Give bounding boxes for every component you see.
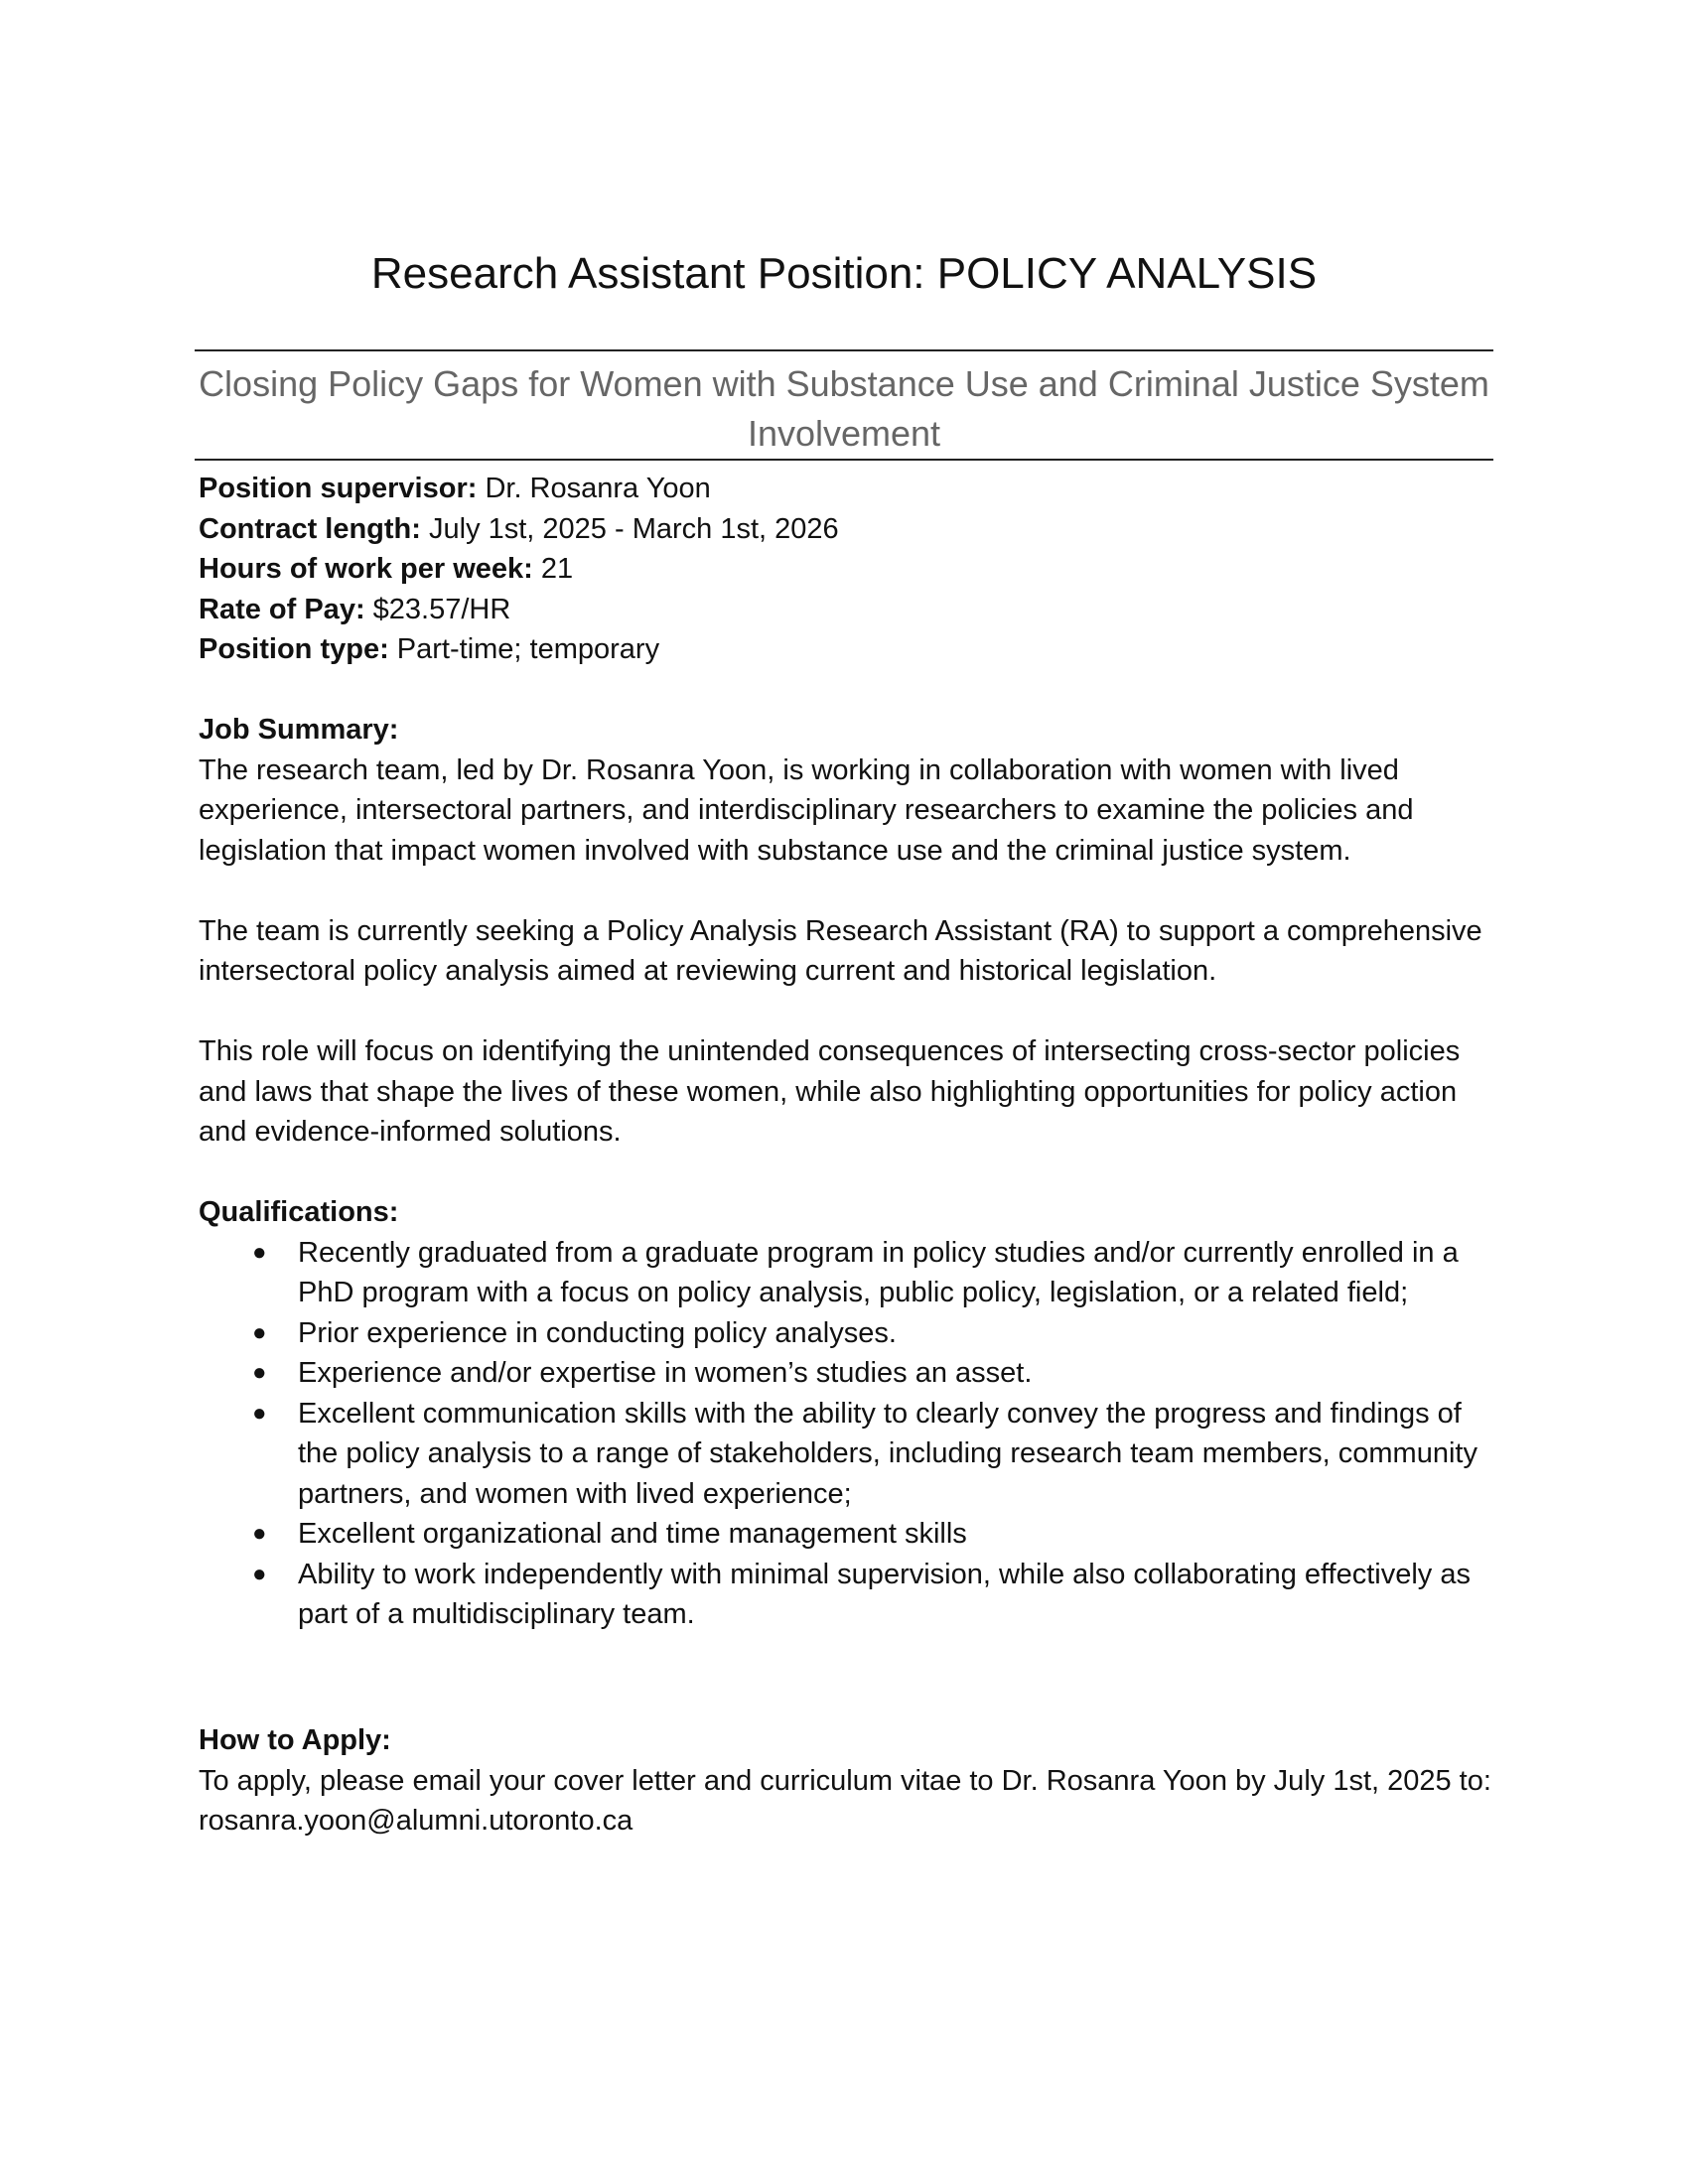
list-item bbox=[199, 1233, 1509, 1313]
detail-value: Part-time; temporary bbox=[388, 633, 660, 665]
detail-value: $23.57/HR bbox=[364, 593, 511, 625]
detail-label: Rate of Pay: bbox=[199, 593, 365, 625]
detail-label: Position type: bbox=[199, 633, 389, 665]
qualification-text: Experience and/or expertise in women’s studies an asset. bbox=[298, 1357, 1033, 1389]
qualification-text: Ability to work independently with minimal supervision, while also collaborating effectively as part of a multidisciplinary team. bbox=[298, 1558, 1471, 1630]
bullet-icon: ● bbox=[252, 1560, 267, 1587]
qualification-text: Prior experience in conducting policy analyses. bbox=[298, 1316, 897, 1349]
qualification-text: Excellent organizational and time management skills bbox=[298, 1518, 967, 1550]
qualification-text: Excellent communication skills with the ability to clearly convey the progress and findings of the policy analysis to a range of stakeholders, including research team members, community partners, and women with lived experience; bbox=[298, 1397, 1477, 1510]
bullet-icon: ● bbox=[252, 1520, 267, 1547]
how-to-apply-section bbox=[199, 1720, 1509, 1842]
subtitle-banner bbox=[195, 349, 1493, 461]
how-to-apply-heading: How to Apply: bbox=[199, 1724, 391, 1756]
detail-value: 21 bbox=[532, 553, 574, 585]
detail-hours bbox=[199, 549, 1509, 590]
qualifications-section bbox=[199, 1192, 1509, 1635]
bullet-icon: ● bbox=[252, 1238, 267, 1266]
job-summary-heading: Job Summary: bbox=[199, 714, 399, 746]
list-item bbox=[199, 1394, 1509, 1515]
list-item bbox=[199, 1313, 1509, 1354]
detail-label: Contract length: bbox=[199, 512, 421, 545]
qualifications-list bbox=[199, 1233, 1509, 1635]
detail-supervisor bbox=[199, 469, 1509, 509]
detail-value: Dr. Rosanra Yoon bbox=[477, 473, 711, 504]
detail-position-type bbox=[199, 629, 1509, 670]
detail-value: July 1st, 2025 - March 1st, 2026 bbox=[420, 512, 839, 545]
qualification-text: Recently graduated from a graduate program in policy studies and/or currently enrolled in a PhD program with a focus on policy analysis, public policy, legislation, or a related field; bbox=[298, 1236, 1459, 1308]
detail-label: Position supervisor: bbox=[199, 473, 478, 504]
bullet-icon: ● bbox=[252, 1399, 267, 1427]
job-summary-paragraph-1: The research team, led by Dr. Rosanra Yoon, is working in collaboration with women with lived experience, intersectoral partners, and interdisciplinary researchers to examine the policies and legislation that impact women involved with substance use and the criminal justice system. bbox=[199, 753, 1414, 867]
bullet-icon: ● bbox=[252, 1359, 267, 1386]
detail-label: Hours of work per week: bbox=[199, 553, 533, 585]
position-details bbox=[199, 469, 1509, 670]
qualifications-heading: Qualifications: bbox=[199, 1196, 399, 1228]
page-title: Research Assistant Position: POLICY ANALYSIS bbox=[370, 249, 1318, 298]
project-subtitle: Closing Policy Gaps for Women with Substance Use and Criminal Justice System Involvement bbox=[199, 363, 1489, 454]
bullet-icon: ● bbox=[252, 1318, 267, 1346]
how-to-apply-text: To apply, please email your cover letter and curriculum vitae to Dr. Rosanra Yoon by July 1st, 2025 to: rosanra.yoon@alumni.utoronto.ca bbox=[199, 1764, 1491, 1837]
detail-contract-length bbox=[199, 509, 1509, 550]
job-summary-paragraph-3: This role will focus on identifying the unintended consequences of intersecting cross-sector policies and laws that shape the lives of these women, while also highlighting opportunities for policy action and evidence-informed solutions. bbox=[199, 1035, 1461, 1148]
list-item bbox=[199, 1353, 1509, 1394]
list-item bbox=[199, 1555, 1509, 1635]
job-summary-paragraph-2: The team is currently seeking a Policy Analysis Research Assistant (RA) to support a comprehensive intersectoral policy analysis aimed at reviewing current and historical legislation. bbox=[199, 914, 1482, 987]
list-item bbox=[199, 1514, 1509, 1555]
detail-rate-of-pay bbox=[199, 590, 1509, 630]
job-summary-section bbox=[199, 710, 1509, 1153]
